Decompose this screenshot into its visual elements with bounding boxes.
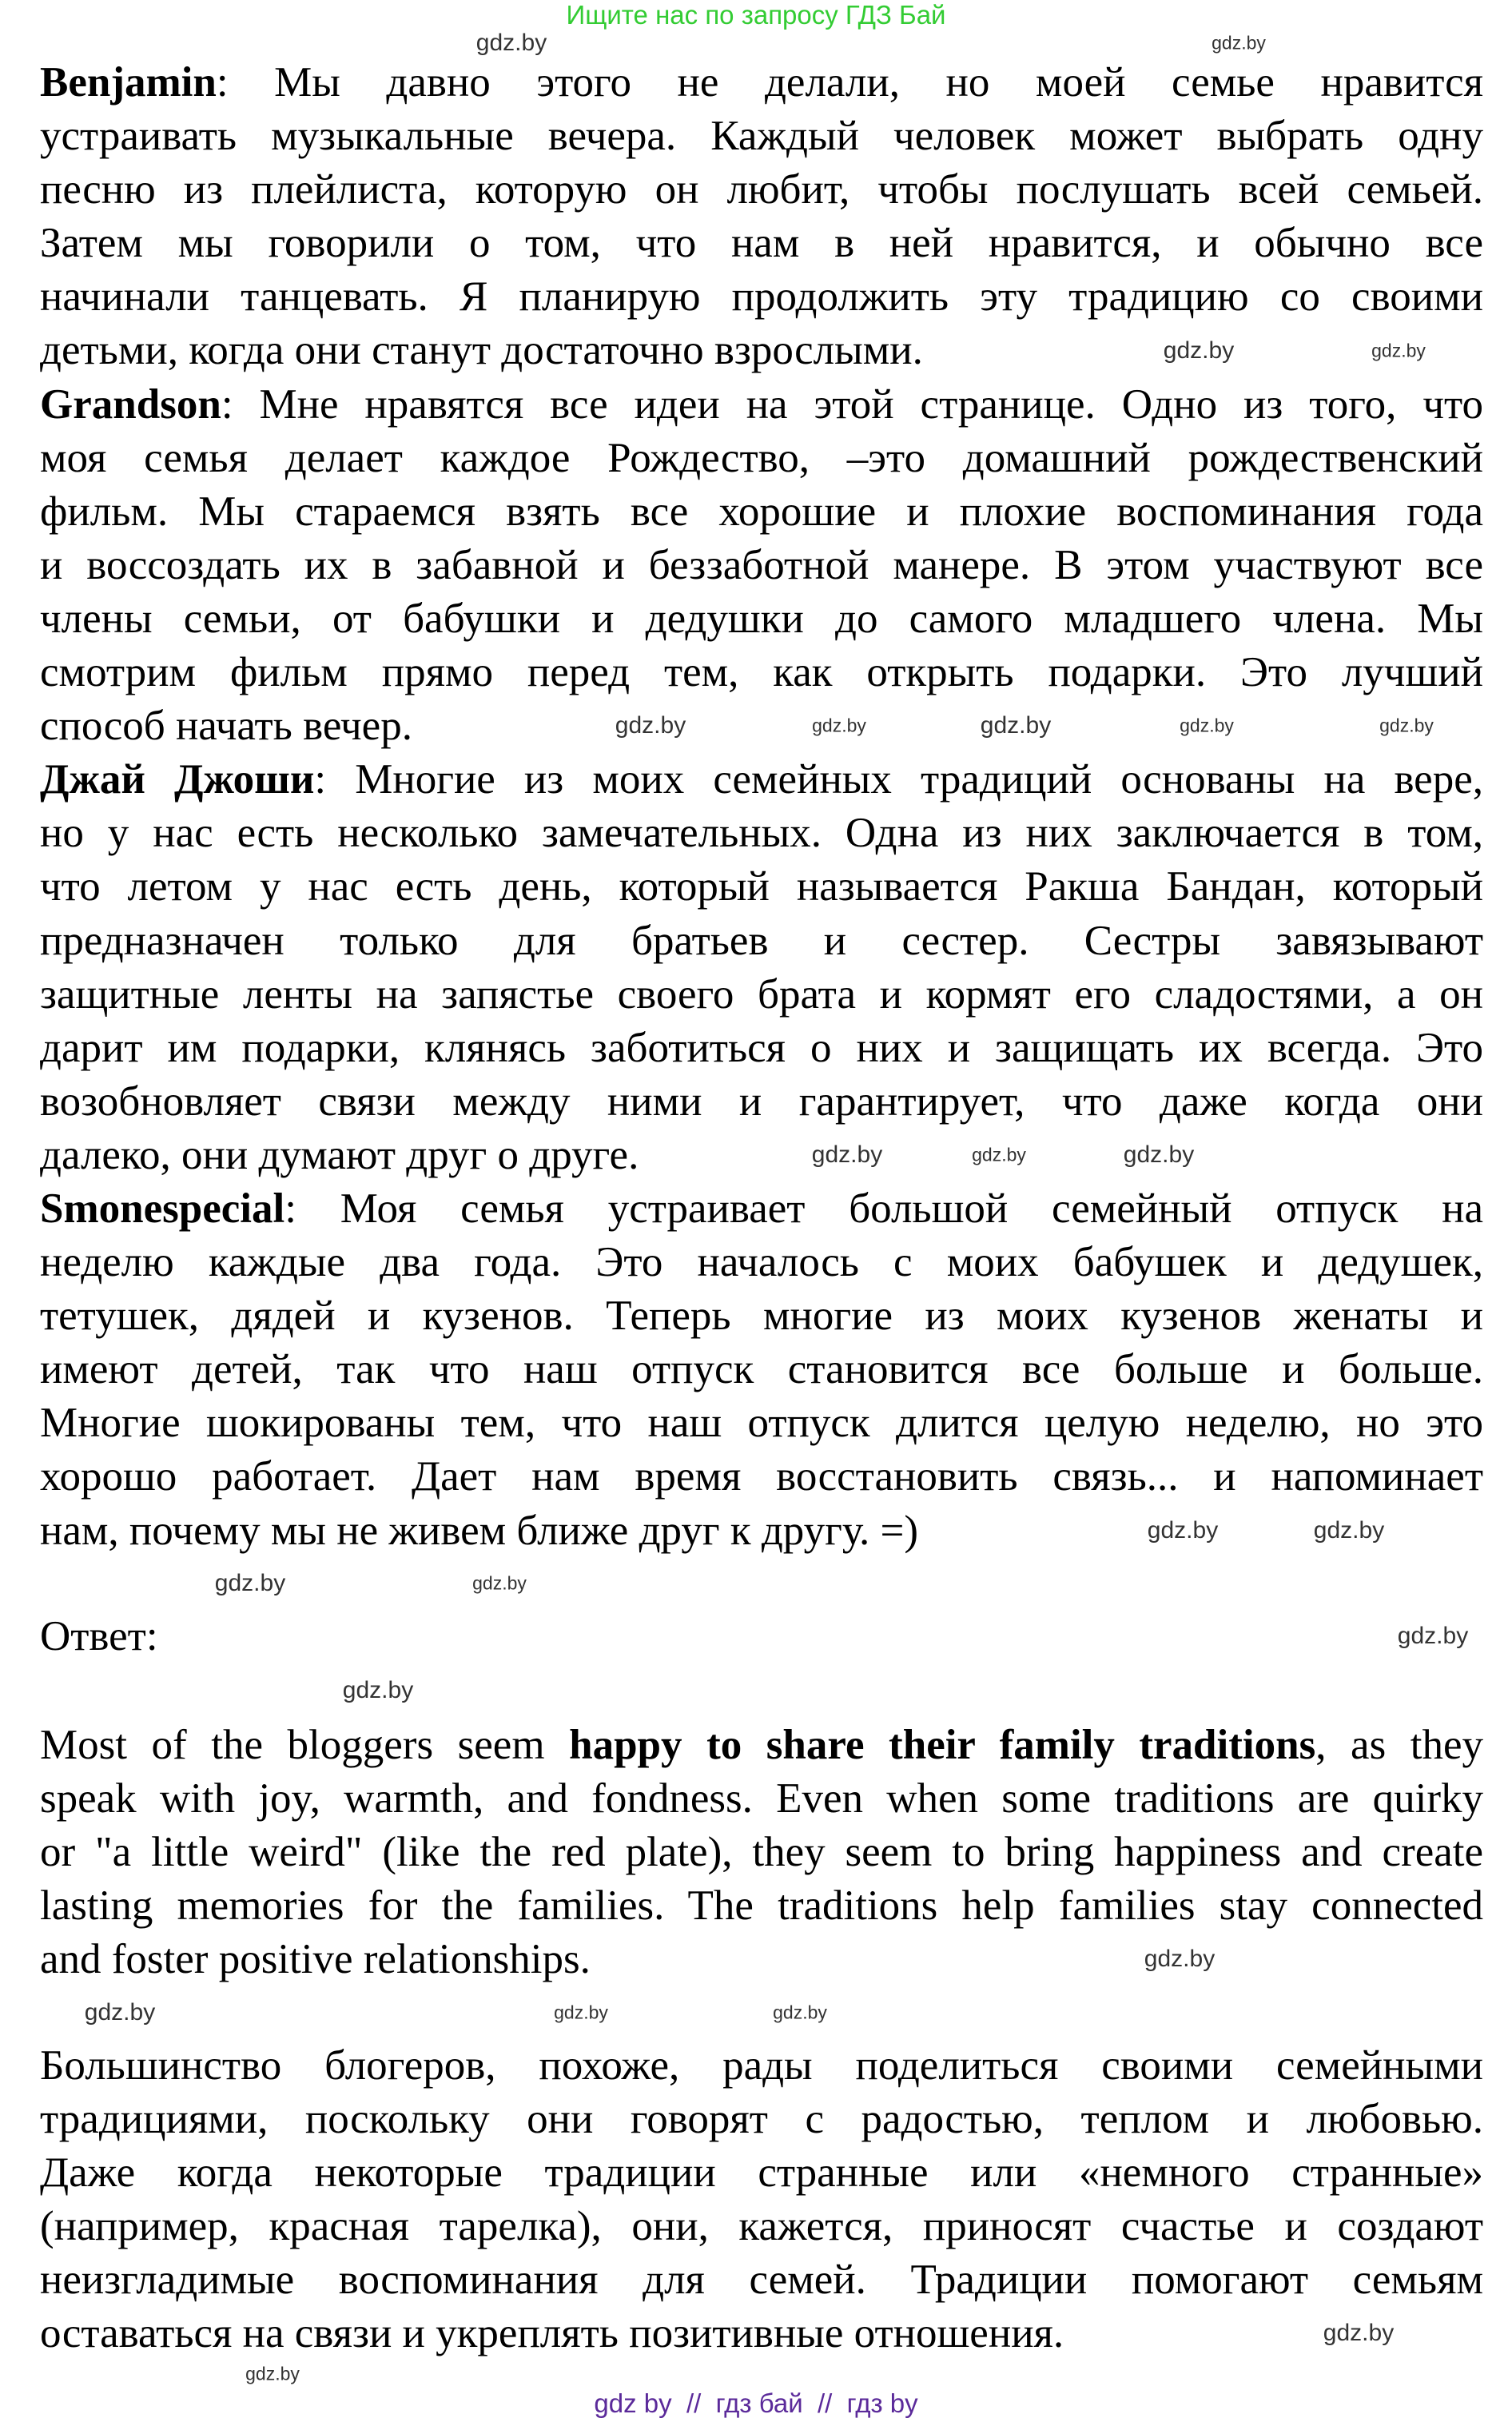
- post-line: хорошо работает. Дает нам время восстановить связь... и напоминает: [40, 1453, 1483, 1500]
- post-line: имеют детей, так что наш отпуск становится все больше и больше.: [40, 1346, 1483, 1393]
- post-line: фильм. Мы стараемся взять все хорошие и плохие воспоминания года: [40, 488, 1483, 535]
- watermark: gdz.by: [1144, 1946, 1216, 1972]
- watermark: gdz.by: [245, 2363, 300, 2384]
- post-author: Джай Джоши: [40, 756, 315, 803]
- watermark: gdz.by: [1323, 2320, 1395, 2346]
- post-text: : Мне нравятся все идеи на этой странице. Одно из того, что: [221, 380, 1483, 428]
- answer-text: , as they: [1315, 1722, 1484, 1768]
- watermark: gdz.by: [1313, 1517, 1385, 1544]
- answer-line: Даже когда некоторые традиции странные или «немного странные»: [40, 2149, 1483, 2197]
- answer-line: [40, 1719, 1483, 1772]
- watermark: gdz.by: [1397, 1623, 1469, 1649]
- watermark: gdz.by: [1212, 32, 1266, 54]
- watermark: gdz.by: [1379, 715, 1434, 736]
- post-text: : Мы давно этого не делали, но моей семье нравится: [216, 59, 1483, 106]
- answer-line: or "a little weird" (like the red plate), they seem to bring happiness and create: [40, 1829, 1483, 1876]
- answer-highlight: happy to share their family traditions: [569, 1722, 1316, 1768]
- post-line: [40, 378, 1483, 432]
- watermark: gdz.by: [811, 1141, 883, 1168]
- post-text: : Многие из моих семейных традиций основаны на вере,: [314, 756, 1483, 803]
- answer-line: speak with joy, warmth, and fondness. Even when some traditions are quirky: [40, 1775, 1483, 1822]
- post-line: Многие шокированы тем, что наш отпуск длится целую неделю, но это: [40, 1400, 1483, 1447]
- watermark: gdz.by: [1371, 340, 1426, 361]
- watermark: gdz.by: [84, 1999, 156, 2026]
- watermark: gdz.by: [1180, 715, 1234, 736]
- post-line: начинали танцевать. Я планирую продолжить эту традицию со своими: [40, 273, 1483, 321]
- answer-section: [40, 1610, 1483, 1663]
- watermark: gdz.by: [773, 2002, 827, 2023]
- post-line: устраивать музыкальные вечера. Каждый человек может выбрать одну: [40, 113, 1483, 160]
- answer-line: оставаться на связи и укреплять позитивные отношения.: [40, 2310, 1064, 2357]
- answer-line: неизгладимые воспоминания для семей. Традиции помогают семьям: [40, 2257, 1483, 2304]
- post-line: [40, 56, 1483, 110]
- post-line: возобновляет связи между ними и гарантирует, что даже когда они: [40, 1078, 1483, 1125]
- watermark: gdz.by: [1147, 1517, 1219, 1544]
- answer-russian: [40, 2039, 1483, 2361]
- post-line: нам, почему мы не живем ближе друг к другу. =): [40, 1507, 919, 1554]
- post-line: моя семья делает каждое Рождество, –это домашний рождественский: [40, 434, 1483, 481]
- watermark: gdz.by: [972, 1144, 1026, 1165]
- post-line: и воссоздать их в забавной и беззаботной манере. В этом участвуют все: [40, 541, 1483, 588]
- post-line: но у нас есть несколько замечательных. Одна из них заключается в том,: [40, 810, 1483, 857]
- watermark: gdz.by: [615, 712, 686, 739]
- blog-posts: [40, 56, 1483, 1558]
- watermark: gdz.by: [214, 1570, 286, 1596]
- answer-line: lasting memories for the families. The traditions help families stay connected: [40, 1882, 1483, 1930]
- watermark: gdz.by: [472, 1572, 527, 1594]
- post-text: : Моя семья устраивает большой семейный отпуск на: [284, 1185, 1483, 1232]
- post-line: члены семьи, от бабушки и дедушки до самого младшего члена. Мы: [40, 595, 1483, 642]
- watermark: gdz.by: [475, 30, 547, 56]
- post-author: Grandson: [40, 380, 221, 428]
- post-line: дарит им подарки, клянясь заботиться о них и защищать их всегда. Это: [40, 1024, 1483, 1071]
- post-line: способ начать вечер.: [40, 703, 412, 750]
- post-line: [40, 1182, 1483, 1236]
- post-line: [40, 753, 1483, 807]
- post-line: смотрим фильм прямо перед тем, как открыть подарки. Это лучший: [40, 649, 1483, 696]
- post-line: детьми, когда они станут достаточно взрослыми.: [40, 327, 923, 374]
- post-line: неделю каждые два года. Это началось с моих бабушек и дедушек,: [40, 1239, 1483, 1286]
- post-line: защитные ленты на запястье своего брата и кормят его сладостями, а он: [40, 970, 1483, 1018]
- answer-label: Ответ:: [40, 1613, 158, 1659]
- answer-line: (например, красная тарелка), они, кажется, приносят счастье и создают: [40, 2203, 1483, 2250]
- watermark: gdz.by: [1123, 1141, 1195, 1168]
- post-line: что летом у нас есть день, который называется Ракша Бандан, который: [40, 863, 1483, 910]
- post-line: предназначен только для братьев и сестер. Сестры завязывают: [40, 917, 1483, 964]
- watermark: gdz.by: [342, 1677, 414, 1703]
- watermark: gdz.by: [554, 2002, 608, 2023]
- answer-line: and foster positive relationships.: [40, 1936, 591, 1983]
- post-line: далеко, они думают друг о друге.: [40, 1131, 639, 1178]
- footer-links[interactable]: gdz by // гдз бай // гдз by: [594, 2388, 918, 2418]
- search-banner: Ищите нас по запросу ГДЗ Бай: [566, 0, 946, 30]
- post-line: Затем мы говорили о том, что нам в ней нравится, и обычно все: [40, 220, 1483, 267]
- post-author: Smonespecial: [40, 1185, 285, 1232]
- post-line: песню из плейлиста, которую он любит, чтобы послушать всей семьей.: [40, 166, 1483, 213]
- watermark: gdz.by: [980, 712, 1052, 739]
- answer-line: традициями, поскольку они говорят с радостью, теплом и любовью.: [40, 2096, 1483, 2143]
- answer-text: Most of the bloggers seem: [40, 1722, 570, 1768]
- answer-english: [40, 1719, 1483, 1986]
- watermark: gdz.by: [812, 715, 866, 736]
- answer-line: Большинство блогеров, похоже, рады поделиться своими семейными: [40, 2042, 1483, 2089]
- post-line: тетушек, дядей и кузенов. Теперь многие из моих кузенов женаты и: [40, 1293, 1483, 1340]
- post-author: Benjamin: [40, 59, 217, 106]
- watermark: gdz.by: [1163, 337, 1235, 364]
